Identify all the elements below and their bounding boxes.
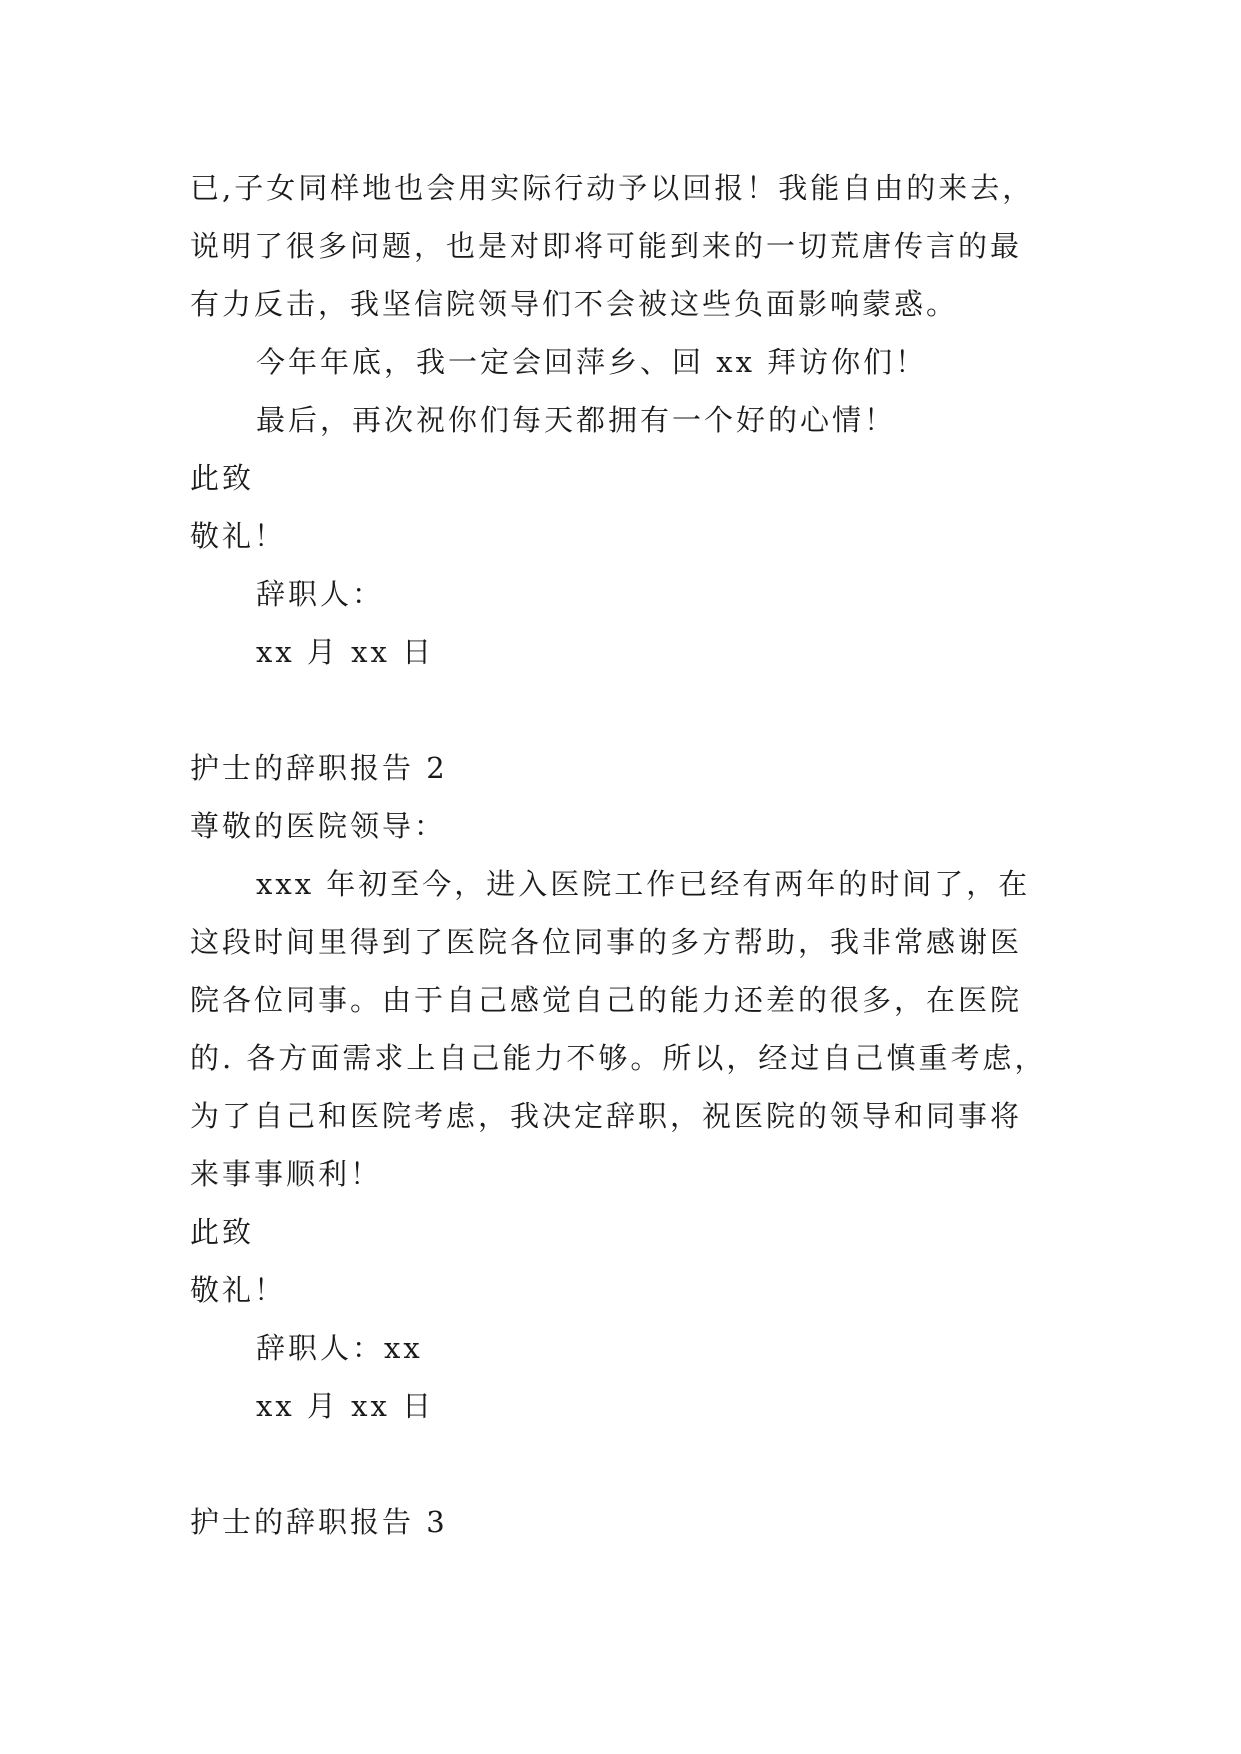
body-text-line: 为了自己和医院考虑，我决定辞职，祝医院的领导和同事将: [190, 1099, 1023, 1133]
date-line: xx 月 xx 日: [256, 1389, 435, 1423]
body-text-line: xxx 年初至今，进入医院工作已经有两年的时间了，在: [256, 867, 1031, 901]
section-title: 护士的辞职报告 3: [190, 1505, 448, 1539]
body-text-line: 这段时间里得到了医院各位同事的多方帮助，我非常感谢医: [190, 925, 1023, 959]
section-title: 护士的辞职报告 2: [190, 751, 448, 785]
closing-salute: 敬礼！: [190, 1273, 287, 1307]
closing-line: 此致: [190, 461, 255, 495]
body-text-line: 来事事顺利！: [190, 1157, 383, 1191]
body-text-line: 说明了很多问题，也是对即将可能到来的一切荒唐传言的最: [190, 229, 1023, 263]
body-text-line: 有力反击，我坚信院领导们不会被这些负面影响蒙惑。: [190, 287, 959, 321]
date-line: xx 月 xx 日: [256, 635, 435, 669]
body-paragraph: 最后，再次祝你们每天都拥有一个好的心情！: [256, 403, 897, 437]
closing-salute: 敬礼！: [190, 519, 287, 553]
salutation: 尊敬的医院领导：: [190, 809, 447, 843]
body-text-line: 已,子女同样地也会用实际行动予以回报！我能自由的来去，: [190, 171, 1035, 205]
body-paragraph: 今年年底，我一定会回萍乡、回 xx 拜访你们！: [256, 345, 928, 379]
signature-line: 辞职人：xx: [256, 1331, 423, 1365]
body-text-line: 的. 各方面需求上自己能力不够。所以，经过自己慎重考虑，: [190, 1041, 1047, 1075]
closing-line: 此致: [190, 1215, 255, 1249]
signature-line: 辞职人：: [256, 577, 385, 611]
body-text-line: 院各位同事。由于自己感觉自己的能力还差的很多，在医院: [190, 983, 1023, 1017]
